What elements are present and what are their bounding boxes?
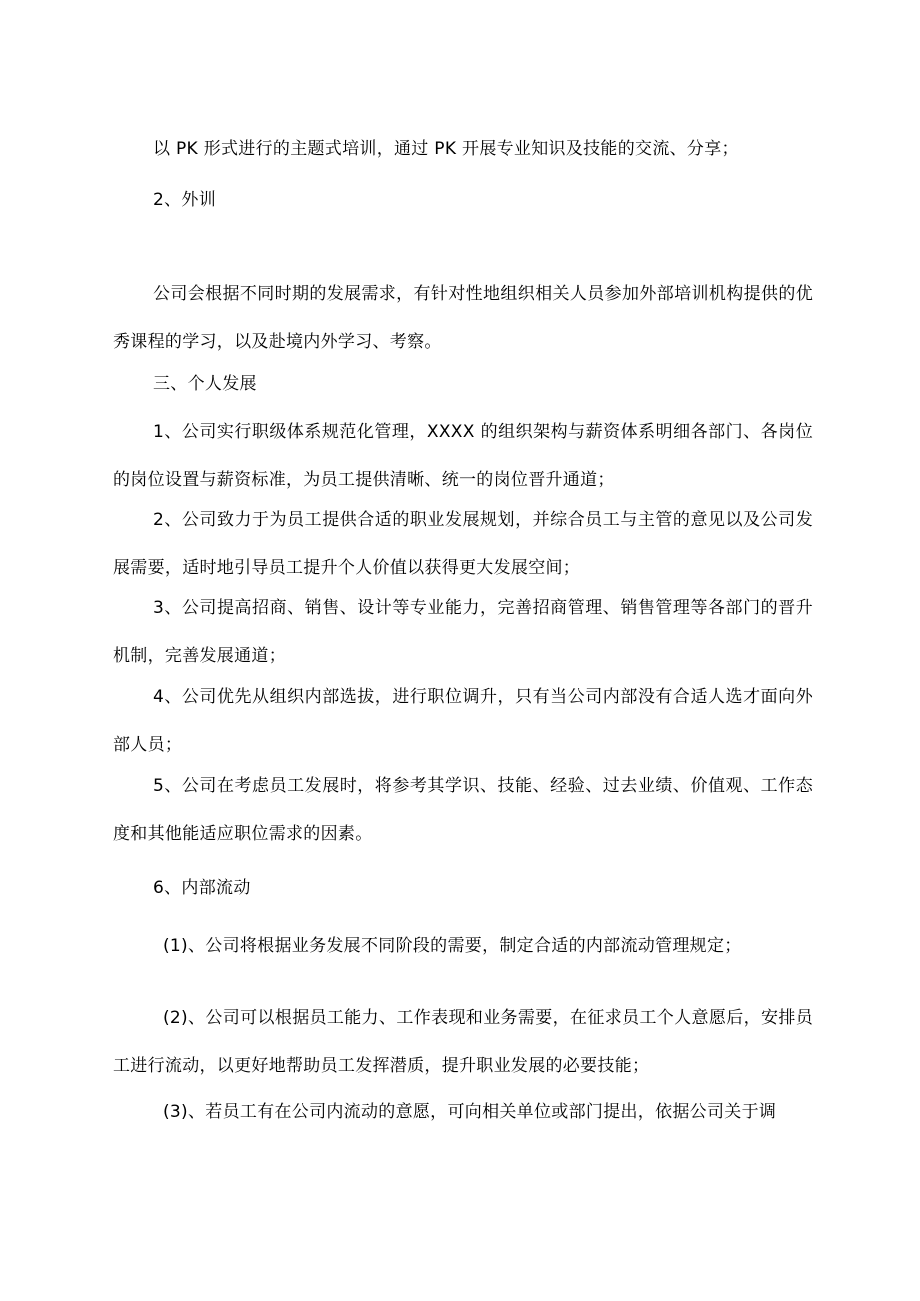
- list-item-2: 2、公司致力于为员工提供合适的职业发展规划，并综合员工与主管的意见以及公司发展需要，适时地引导员工提升个人价值以获得更大发展空间；: [113, 510, 813, 578]
- sub-item-3: (3)、若员工有在公司内流动的意愿，可向相关单位或部门提出，依据公司关于调: [163, 1102, 777, 1122]
- list-item-3: 3、公司提高招商、销售、设计等专业能力，完善招商管理、销售管理等各部门的晋升机制，完善发展通道；: [113, 598, 813, 666]
- list-item-1: 1、公司实行职级体系规范化管理，XXXX 的组织架构与薪资体系明细各部门、各岗位的岗位设置与薪资标准，为员工提供清晰、统一的岗位晋升通道；: [113, 422, 813, 490]
- section-heading-personal-development: 三、个人发展: [153, 374, 257, 394]
- sub-item-2: (2)、公司可以根据员工能力、工作表现和业务需要，在征求员工个人意愿后，安排员工进行流动，以更好地帮助员工发挥潜质，提升职业发展的必要技能；: [113, 1008, 813, 1076]
- list-item-5: 5、公司在考虑员工发展时，将参考其学识、技能、经验、过去业绩、价值观、工作态度和其他能适应职位需求的因素。: [113, 776, 813, 844]
- outside-training-heading: 2、外训: [153, 190, 217, 210]
- list-item-4: 4、公司优先从组织内部选拔，进行职位调升，只有当公司内部没有合适人选才面向外部人员；: [113, 687, 813, 755]
- sub-item-1: (1)、公司将根据业务发展不同阶段的需要，制定合适的内部流动管理规定；: [163, 936, 742, 956]
- pk-training-line: 以 PK 形式进行的主题式培训，通过 PK 开展专业知识及技能的交流、分享；: [153, 139, 739, 159]
- outside-training-paragraph: 公司会根据不同时期的发展需求，有针对性地组织相关人员参加外部培训机构提供的优秀课程的学习，以及赴境内外学习、考察。: [113, 284, 813, 352]
- internal-flow-heading: 6、内部流动: [153, 878, 251, 898]
